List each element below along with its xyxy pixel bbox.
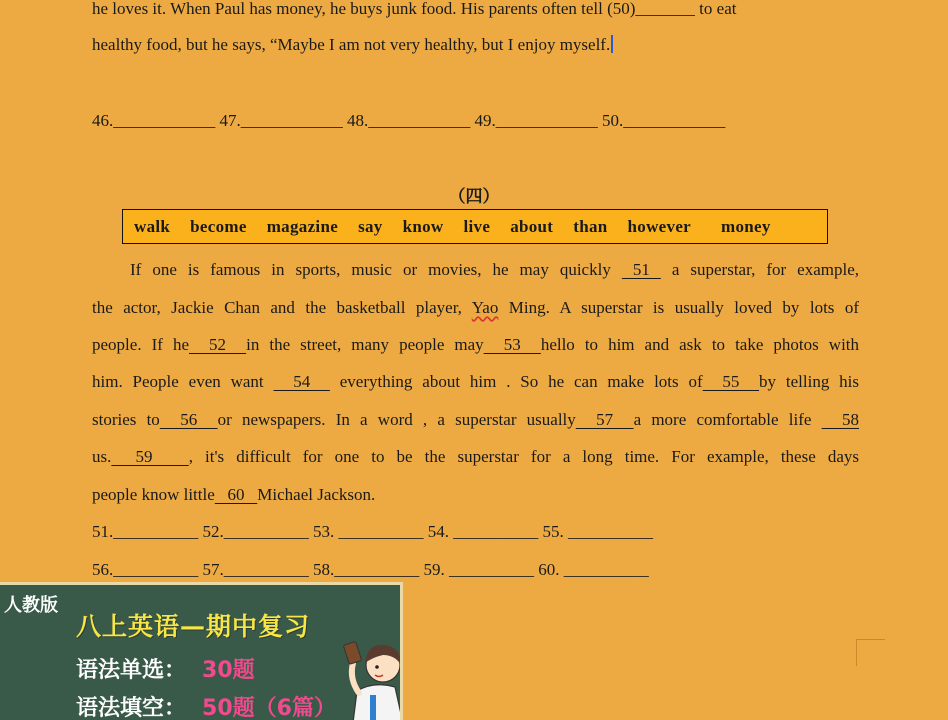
student-illustration-icon bbox=[343, 629, 403, 720]
blank-58[interactable]: 58 bbox=[821, 410, 860, 429]
passage-line: us. 59 , it's difficult for one to be the superstar for a long time. For example, these days bbox=[92, 447, 859, 466]
blank-57[interactable]: 57 bbox=[575, 410, 634, 429]
blank-55[interactable]: 55 bbox=[702, 372, 760, 391]
word-bank-item: about bbox=[510, 216, 554, 236]
passage-line: If one is famous in sports, music or movies, he may quickly 51 a superstar, for example, bbox=[130, 260, 859, 279]
spellcheck-word[interactable]: Yao bbox=[471, 298, 499, 317]
banner-title: 八上英语—期中复习 bbox=[76, 612, 311, 641]
passage-line: people. If he 52 in the street, many people may 53 hello to him and ask to take photos with bbox=[92, 335, 860, 354]
passage-line: he loves it. When Paul has money, he buys junk food. His parents often tell (50)_______ to eat bbox=[92, 0, 737, 18]
blank-52[interactable]: 52 bbox=[189, 335, 247, 354]
blank-60[interactable]: 60 bbox=[214, 485, 258, 504]
blank-53[interactable]: 53 bbox=[483, 335, 541, 354]
passage-line: him. People even want 54 everything about him . So he can make lots of 55 by telling his bbox=[92, 372, 860, 391]
promo-banner[interactable] bbox=[0, 582, 403, 720]
passage-line: people know little 60 Michael Jackson. bbox=[92, 485, 376, 504]
word-bank-box bbox=[122, 209, 828, 244]
passage-line: the actor, Jackie Chan and the basketball player, Yao Ming. A superstar is usually loved by lots of bbox=[92, 298, 859, 317]
blank-54[interactable]: 54 bbox=[273, 372, 330, 391]
passage-line: healthy food, but he says, “Maybe I am not very healthy, but I enjoy myself. bbox=[92, 34, 859, 56]
blank-59[interactable]: 59 bbox=[111, 447, 189, 466]
blank-51[interactable]: 51 bbox=[621, 260, 661, 279]
word-bank-item: walk bbox=[134, 216, 171, 236]
word-bank-item: than bbox=[573, 216, 608, 236]
word-bank-item: however bbox=[627, 216, 692, 236]
word-bank-item: become bbox=[190, 216, 247, 236]
page-corner-mark bbox=[856, 639, 885, 666]
section-heading: （四） bbox=[448, 187, 500, 206]
banner-row-grammar-fill: 语法填空： 50题（6篇） bbox=[76, 696, 336, 720]
answer-line-46-50[interactable]: 46.____________ 47.____________ 48.____________ 49.____________ 50.____________ bbox=[92, 111, 726, 130]
answer-line-56-60[interactable]: 56.__________ 57.__________ 58.__________ 59. __________ 60. __________ bbox=[92, 560, 649, 579]
edition-label: 人教版 bbox=[4, 595, 58, 616]
word-bank-item: money bbox=[721, 216, 771, 236]
word-bank-item: magazine bbox=[266, 216, 339, 236]
answer-line-51-55[interactable]: 51.__________ 52.__________ 53. __________ 54. __________ 55. __________ bbox=[92, 522, 653, 541]
text-cursor bbox=[611, 35, 613, 53]
word-bank-item: say bbox=[358, 216, 383, 236]
blank-56[interactable]: 56 bbox=[159, 410, 218, 429]
banner-row-grammar-choice: 语法单选： 30题 bbox=[76, 658, 255, 683]
passage-line: stories to 56 or newspapers. In a word , a superstar usually 57 a more comfortable life 58 bbox=[92, 410, 860, 429]
word-bank-item: know bbox=[402, 216, 444, 236]
word-bank-item: live bbox=[463, 216, 491, 236]
